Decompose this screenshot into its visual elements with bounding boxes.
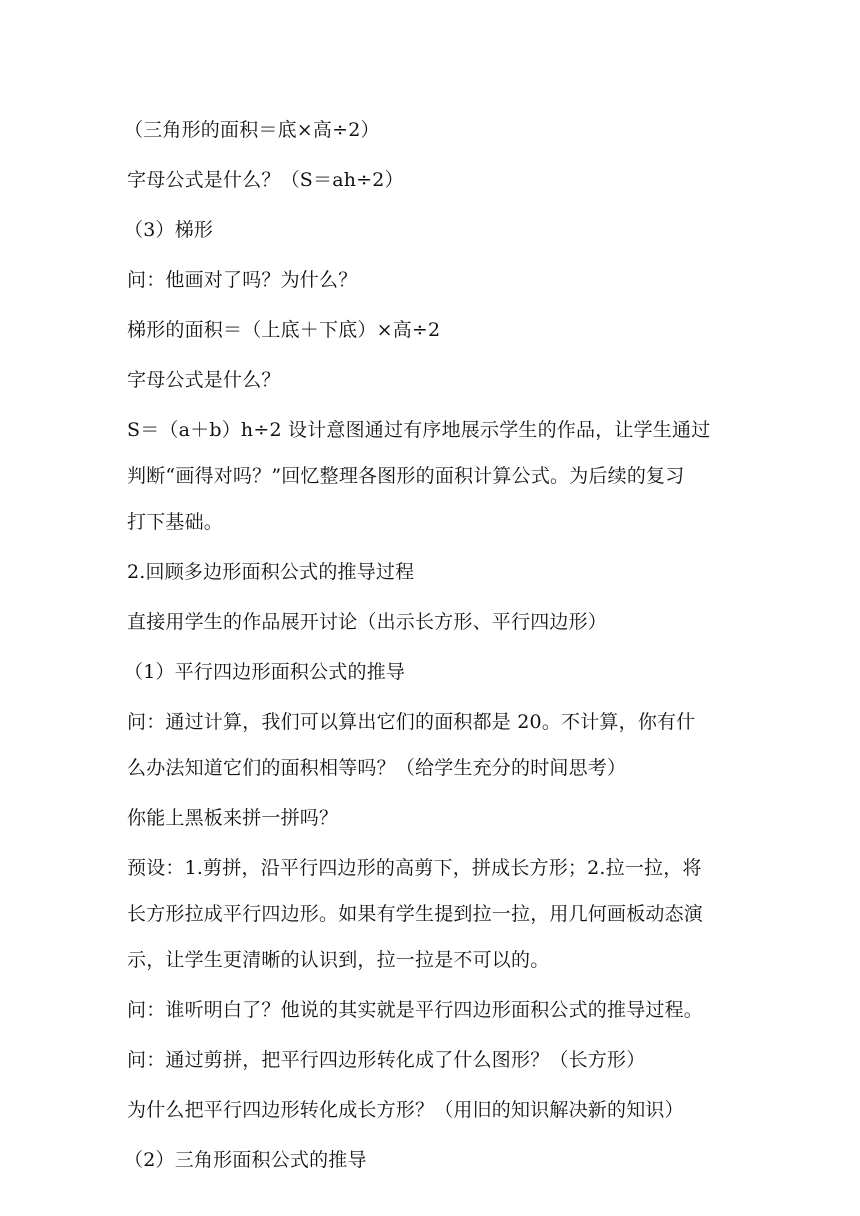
text-line-question-drawn-correctly: 问：他画对了吗？为什么？: [127, 269, 358, 291]
text-line-preset-cut-and-pull: 预设：1.剪拼，沿平行四边形的高剪下，拼成长方形；2.拉一拉，将: [127, 857, 702, 879]
text-line-question-converted-shape: 问：通过剪拼，把平行四边形转化成了什么图形？（长方形）: [127, 1049, 646, 1071]
text-line-triangle-area-formula: （三角形的面积＝底×高÷2）: [124, 119, 380, 141]
text-line-question-who-understood: 问：谁听明白了？他说的其实就是平行四边形面积公式的推导过程。: [127, 999, 704, 1021]
text-line-design-intent-end: 打下基础。: [127, 511, 224, 533]
document-body: [124, 112, 737, 1178]
text-line-discussion-intro: 直接用学生的作品展开讨论（出示长方形、平行四边形）: [127, 611, 608, 633]
text-line-question-why-rectangle: 为什么把平行四边形转化成长方形？（用旧的知识解决新的知识）: [127, 1099, 684, 1121]
text-line-preset-end: 示，让学生更清晰的认识到，拉一拉是不可以的。: [127, 949, 550, 971]
text-line-design-intent-continued: 判断“画得对吗？”回忆整理各图形的面积计算公式。为后续的复习: [127, 465, 685, 487]
text-line-trapezoid-heading: （3）梯形: [124, 219, 214, 241]
text-line-letter-formula-question: 字母公式是什么？: [127, 369, 281, 391]
text-line-trapezoid-letter-formula-design-intent: S＝（a＋b）h÷2 设计意图通过有序地展示学生的作品，让学生通过: [127, 419, 711, 441]
text-line-section-2-heading: 2.回顾多边形面积公式的推导过程: [127, 561, 415, 583]
text-line-triangle-letter-formula: 字母公式是什么？（S＝ah÷2）: [127, 169, 404, 191]
text-line-blackboard-question: 你能上黑板来拼一拼吗？: [127, 807, 339, 829]
text-line-triangle-derivation-heading: （2）三角形面积公式的推导: [124, 1149, 367, 1171]
text-line-preset-continued: 长方形拉成平行四边形。如果有学生提到拉一拉，用几何画板动态演: [127, 903, 704, 925]
text-line-trapezoid-area-formula: 梯形的面积＝（上底＋下底）×高÷2: [127, 319, 441, 341]
text-line-question-area-20: 问：通过计算，我们可以算出它们的面积都是 20。不计算，你有什: [127, 711, 696, 733]
text-line-question-continued: 么办法知道它们的面积相等吗？（给学生充分的时间思考）: [127, 757, 627, 779]
text-line-parallelogram-heading: （1）平行四边形面积公式的推导: [124, 661, 406, 683]
